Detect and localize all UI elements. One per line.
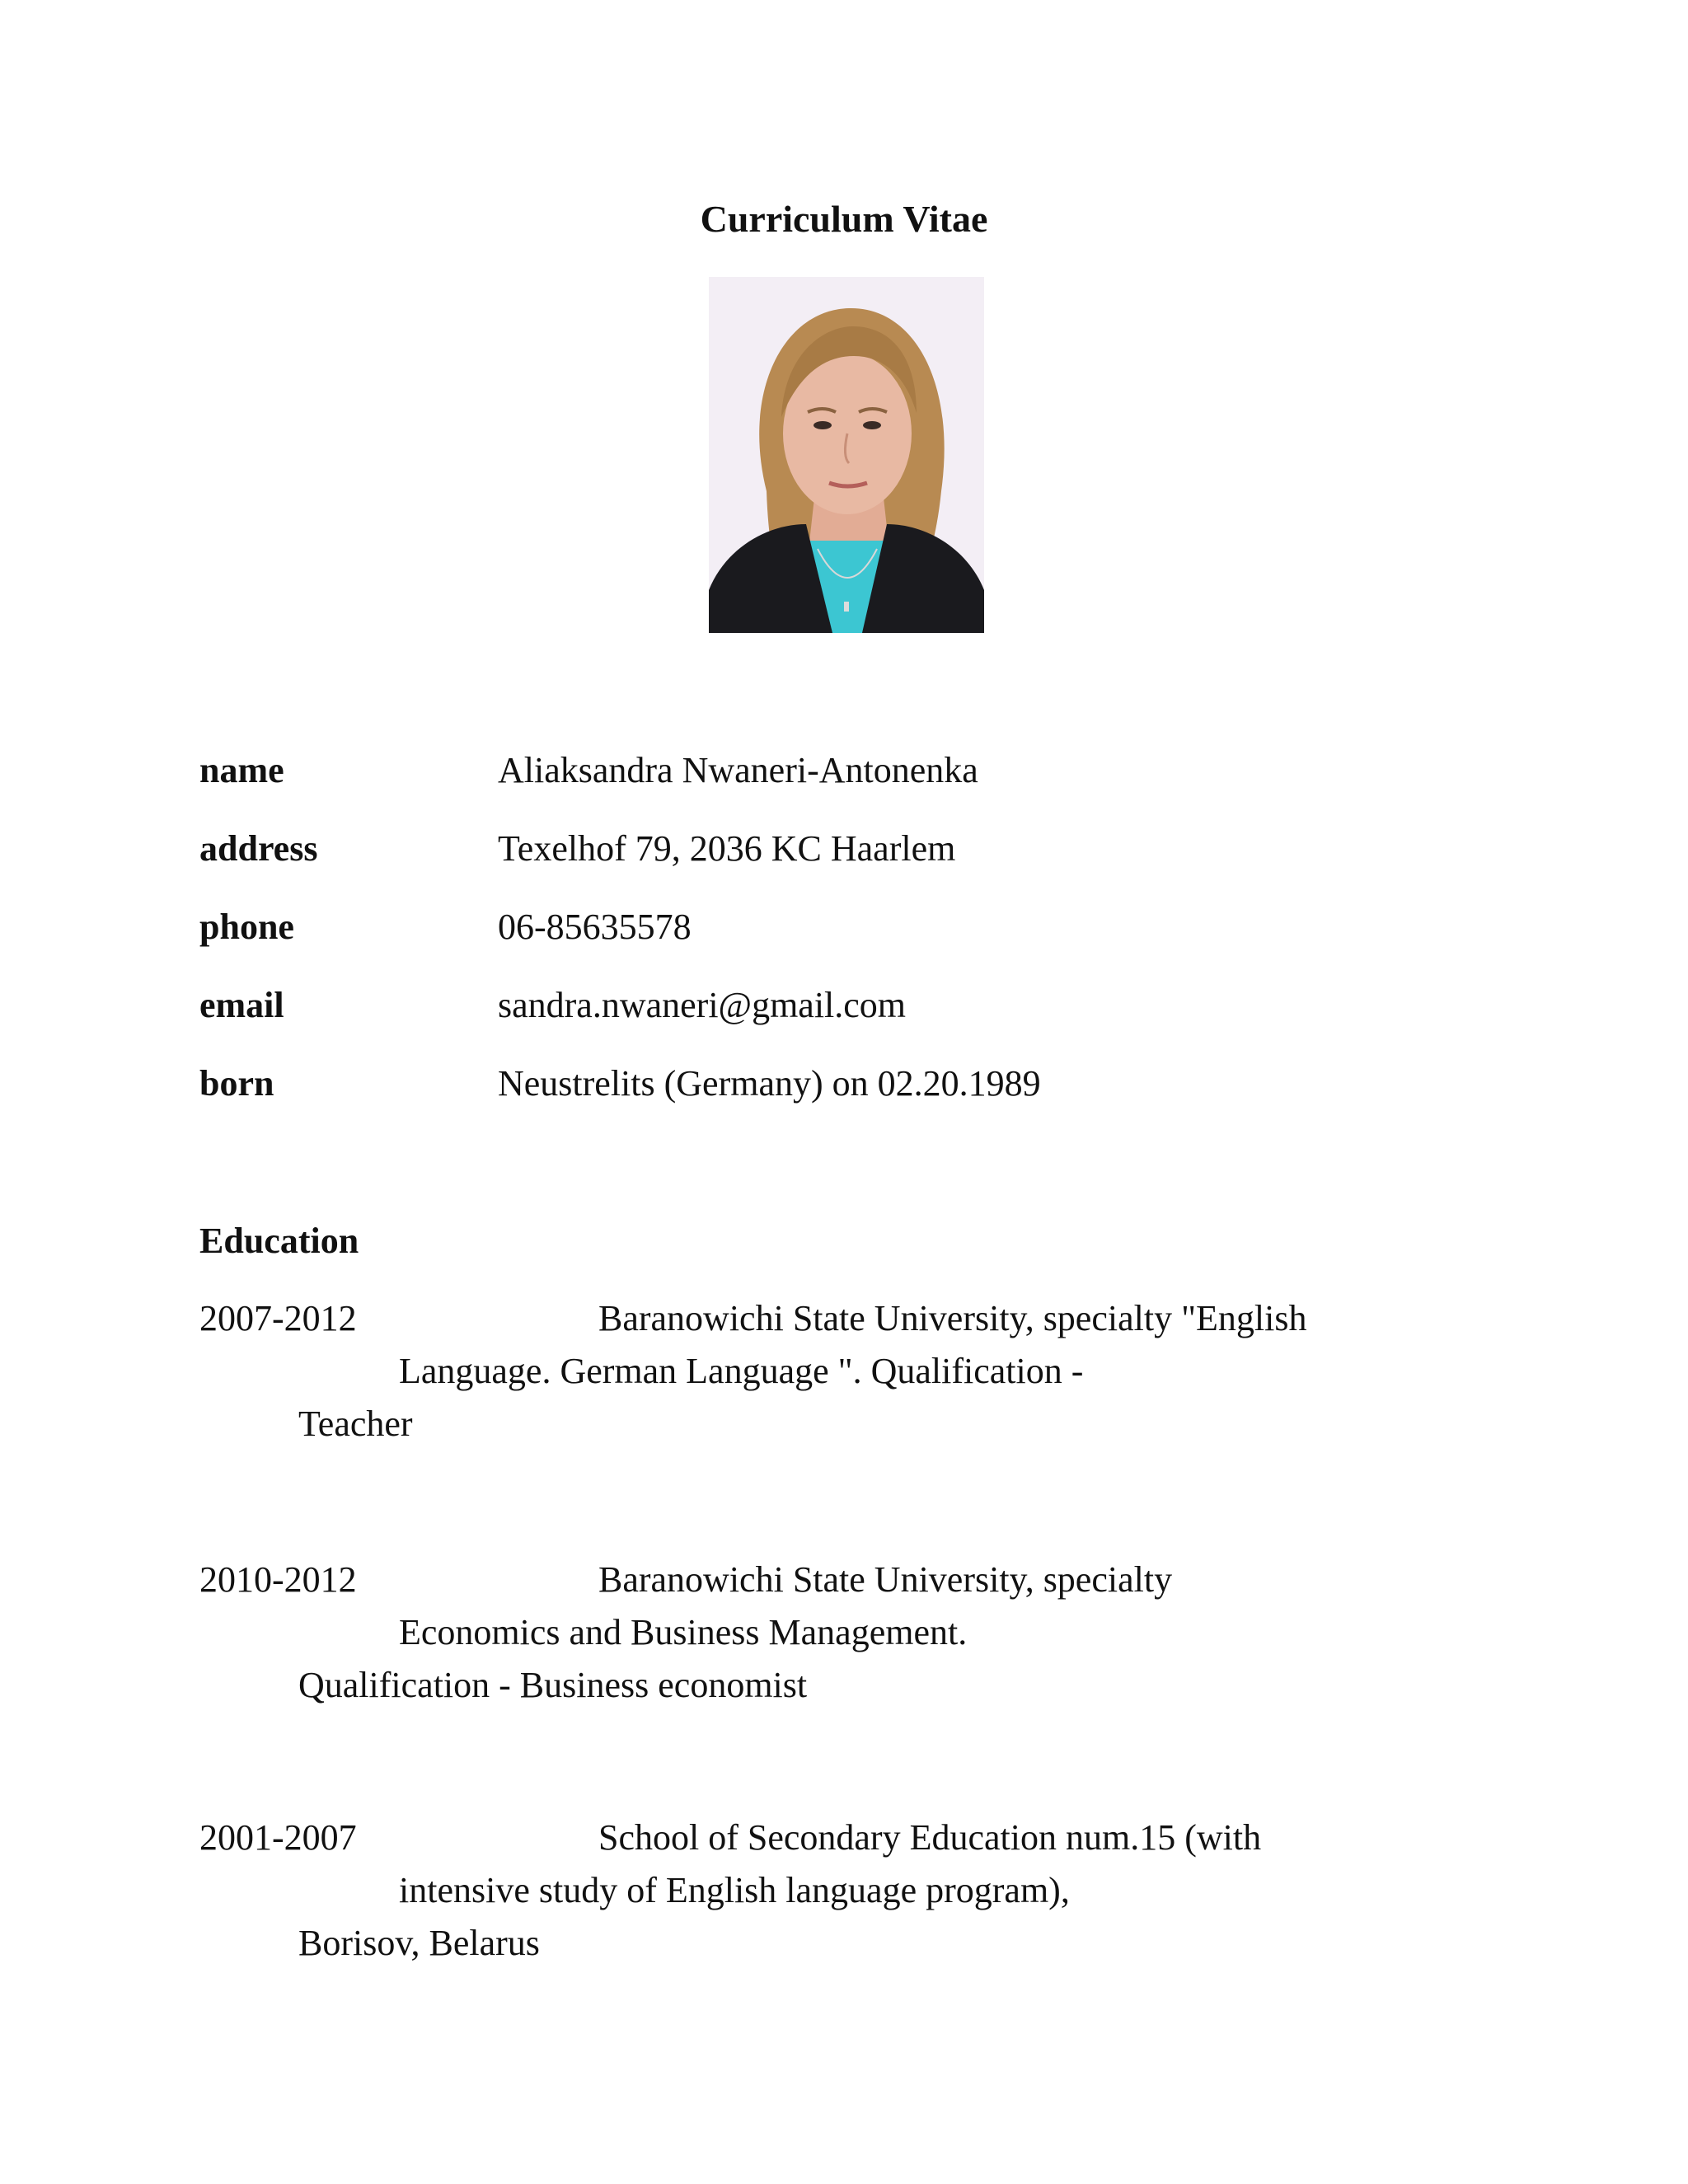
education-entry: [199, 1811, 1518, 1976]
info-row-email: [199, 981, 1518, 1030]
education-heading: Education: [199, 1221, 359, 1261]
info-row-address: [199, 824, 1518, 874]
right-eye: [863, 421, 881, 429]
info-row-phone: [199, 902, 1518, 952]
education-description-line: Language. German Language ". Qualification -: [399, 1351, 1084, 1391]
education-description-line: Qualification - Business economist: [298, 1665, 808, 1705]
education-description-line: Economics and Business Management.: [399, 1612, 968, 1652]
phone-label: phone: [199, 907, 294, 947]
education-entry: [199, 1554, 1518, 1718]
education-description-line: Baranowichi State University, specialty: [598, 1559, 1173, 1600]
info-row-name: [199, 746, 1518, 795]
education-description-line: Borisov, Belarus: [298, 1923, 540, 1963]
born-label: born: [199, 1063, 274, 1104]
education-years: 2010-2012: [199, 1559, 357, 1600]
page-title: Curriculum Vitae: [700, 198, 988, 240]
name-label: name: [199, 750, 284, 790]
born-value: Neustrelits (Germany) on 02.20.1989: [498, 1063, 1041, 1104]
left-eye: [814, 421, 832, 429]
name-value: Aliaksandra Nwaneri-Antonenka: [498, 750, 978, 790]
education-years: 2001-2007: [199, 1817, 357, 1858]
education-entry: [199, 1292, 1518, 1457]
portrait-photo-icon: [709, 277, 984, 633]
education-years: 2007-2012: [199, 1298, 357, 1338]
education-description-line: intensive study of English language program),: [399, 1870, 1070, 1910]
address-value: Texelhof 79, 2036 KC Haarlem: [498, 828, 956, 869]
address-label: address: [199, 828, 318, 869]
info-row-born: [199, 1059, 1518, 1108]
phone-value: 06-85635578: [498, 907, 692, 947]
pendant: [844, 602, 849, 612]
education-description-line: School of Secondary Education num.15 (with: [598, 1817, 1262, 1858]
education-description-line: Teacher: [298, 1404, 413, 1444]
education-description-line: Baranowichi State University, specialty "English: [598, 1298, 1307, 1338]
email-value: sandra.nwaneri@gmail.com: [498, 985, 907, 1025]
email-label: email: [199, 985, 284, 1025]
